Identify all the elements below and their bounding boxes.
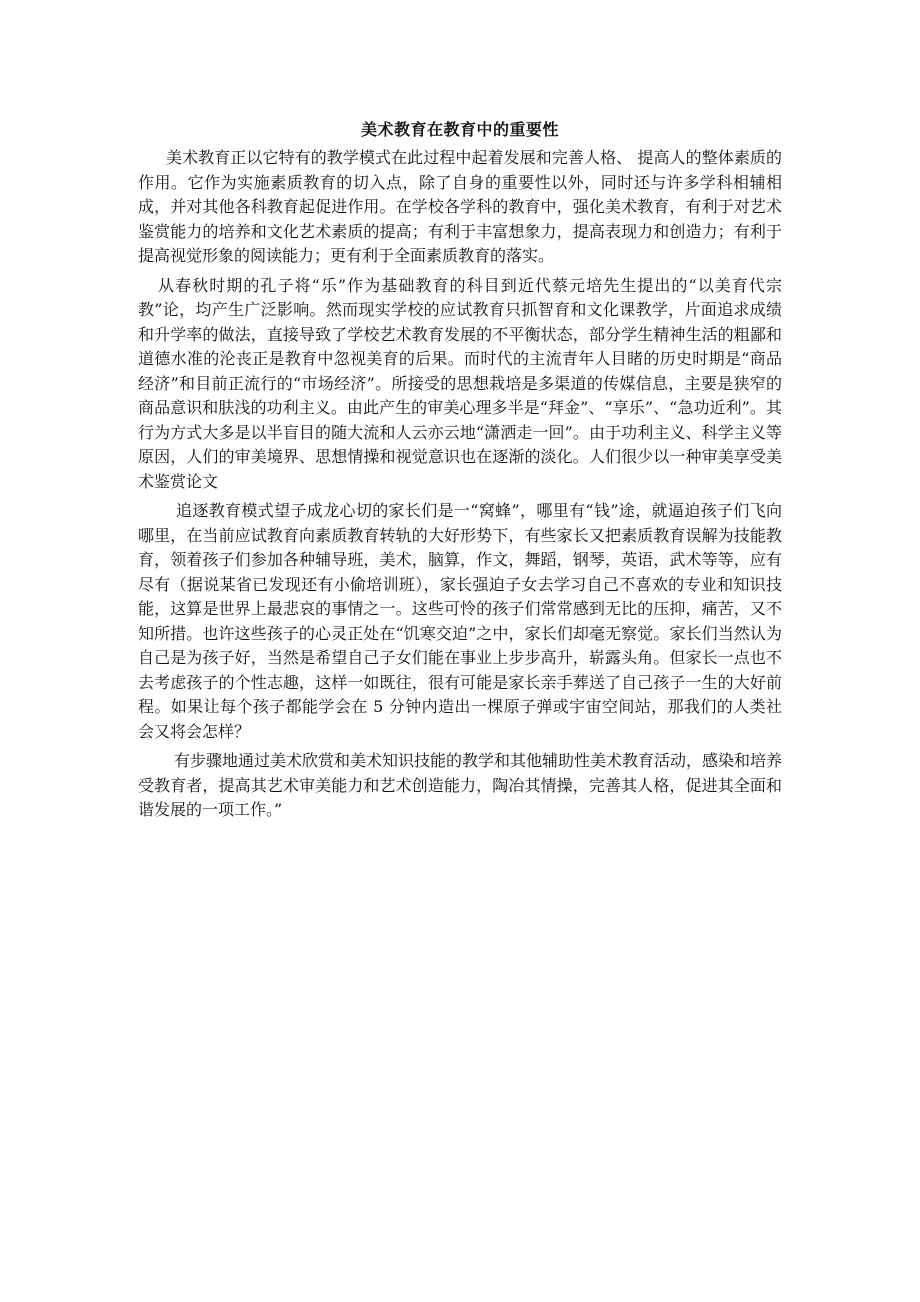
paragraph-3: 追逐教育模式望子成龙心切的家长们是一“窝蜂”，哪里有“钱”途，就逼迫孩子们飞向哪里，在当前应试教育向素质教育转轨的大好形势下，有些家长又把素质教育误解为技能教育，领着孩子们参加各种辅导班，美术，脑算，作文，舞蹈，钢琴，英语，武术等等，应有尽有（据说某省已发现还有小偷培训班），家长强迫子女去学习自己不喜欢的专业和知识技能，这算是世界上最悲哀的事情之一。这些可怜的孩子们常常感到无比的压抑，痛苦，又不知所措。也许这些孩子的心灵正处在“饥寒交迫”之中，家长们却毫无察觉。家长们当然认为自己是为孩子好，当然是希望自己子女们能在事业上步步高升，崭露头角。但家长一点也不去考虑孩子的个性志趣，这样一如既往，很有可能是家长亲手葬送了自己孩子一生的大好前程。如果让每个孩子都能学会在 5 分钟内造出一棵原子弹或宇宙空间站，那我们的人类社会又将会怎样？ [138, 501, 782, 741]
document-body [138, 118, 782, 828]
document-title: 美术教育在教育中的重要性 [360, 120, 559, 139]
paragraph-4: 有步骤地通过美术欣赏和美术知识技能的教学和其他辅助性美术教育活动，感染和培养受教育者，提高其艺术审美能力和艺术创造能力，陶冶其情操，完善其人格，促进其全面和谐发展的一项工作。” [138, 751, 783, 819]
paragraph-2: 从春秋时期的孔子将“乐”作为基础教育的科目到近代蔡元培先生提出的“以美育代宗教”论，均产生广泛影响。然而现实学校的应试教育只抓智育和文化课教学，片面追求成绩和升学率的做法，直接导致了学校艺术教育发展的不平衡状态，部分学生精神生活的粗鄙和道德水准的沦丧正是教育中忽视美育的后果。而时代的主流青年人目睹的历史时期是“商品经济”和目前正流行的“市场经济”。所接受的思想栽培是多渠道的传媒信息，主要是狭窄的商品意识和肤浅的功利主义。由此产生的审美心理多半是“拜金”、“享乐”、“急功近利”。其行为方式大多是以半盲目的随大流和人云亦云地“潇洒走一回”。由于功利主义、科学主义等原因，人们的审美境界、思想情操和视觉意识也在逐渐的淡化。人们很少以一种审美享受美术鉴赏论文 [138, 275, 782, 491]
paragraph-1: 美术教育正以它特有的教学模式在此过程中起着发展和完善人格、 提高人的整体素质的作用。它作为实施素质教育的切入点，除了自身的重要性以外，同时还与许多学科相辅相成，并对其他各科教育起促进作用。在学校各学科的教育中，强化美术教育，有利于对艺术鉴赏能力的培养和文化艺术素质的提高；有利于丰富想象力，提高表现力和创造力；有利于提高视觉形象的阅读能力；更有利于全面素质教育的落实。 [138, 148, 782, 265]
